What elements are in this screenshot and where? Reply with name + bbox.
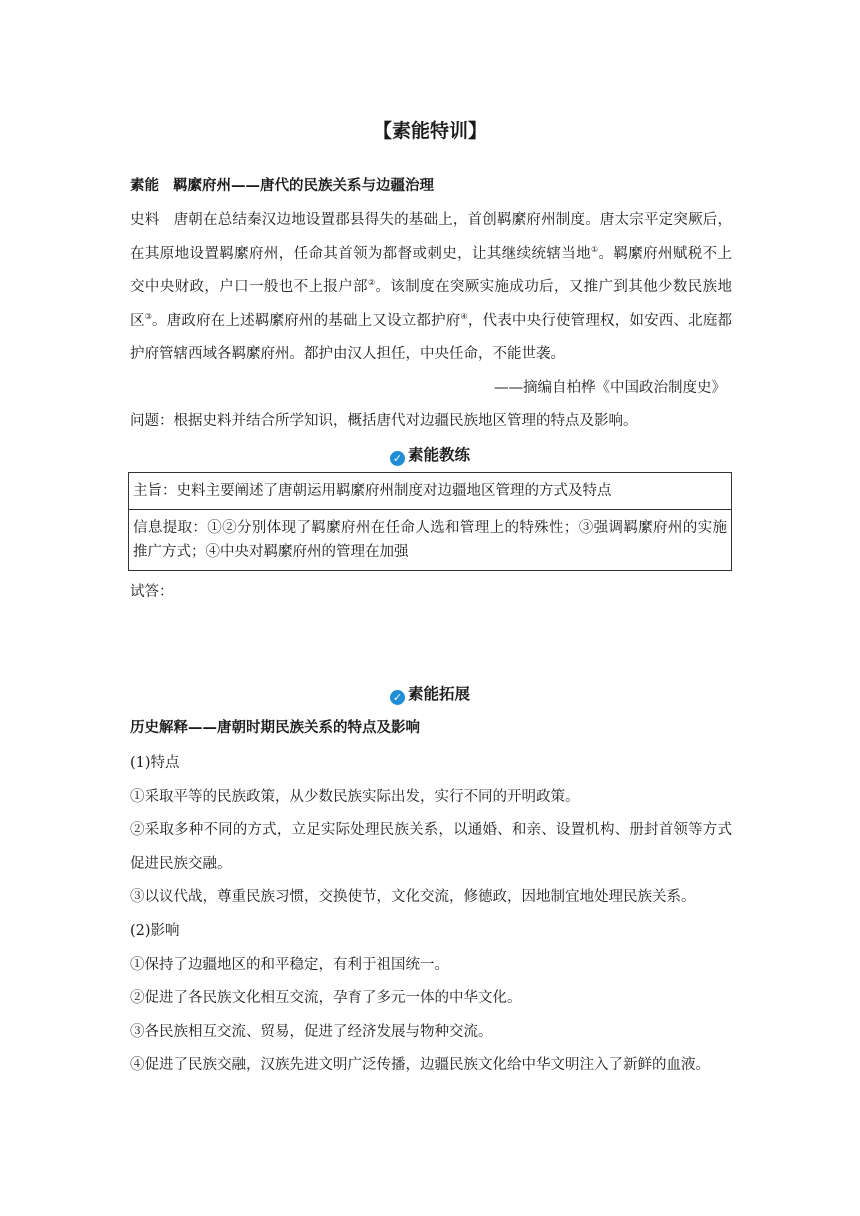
impact-2: ②促进了各民族文化相互交流，孕育了多元一体的中华文化。 — [130, 990, 522, 1006]
source-line-1: 史料 唐朝在总结秦汉边地设置郡县得失的基础上，首创羁縻府州制度。唐太宗平定突厥后， — [130, 212, 733, 228]
feature-2-cont: 促进民族交融。 — [130, 856, 232, 872]
section-title: 羁縻府州——唐代的民族关系与边疆治理 — [173, 178, 434, 194]
question: 问题：根据史料并结合所学知识，概括唐代对边疆民族地区管理的特点及影响。 — [130, 413, 638, 429]
feature-2: ②采取多种不同的方式，立足实际处理民族关系，以通婚、和亲、设置机构、册封首领等方式 — [130, 822, 732, 838]
impact-1: ①保持了边疆地区的和平稳定，有利于祖国统一。 — [130, 957, 449, 973]
main-point-row: 主旨：史料主要阐述了唐朝运用羁縻府州制度对边疆地区管理的方式及特点 — [133, 483, 612, 499]
section-label: 素能 — [130, 178, 159, 194]
source-line-5: 护府管辖西域各羁縻府州。都护由汉人担任，中央任命，不能世袭。 — [130, 346, 565, 362]
source-line-2: 在其原地设置羁縻府州，任命其首领为都督或刺史，让其继续统辖当地①。羁縻府州赋税不上 — [130, 245, 733, 262]
feature-1: ①采取平等的民族政策，从少数民族实际出发，实行不同的开明政策。 — [130, 789, 580, 805]
check-circle-icon: ✓ — [390, 690, 405, 705]
footnote-mark-4: ④ — [460, 312, 468, 322]
features-label: (1)特点 — [130, 755, 180, 771]
page-title: 【素能特训】 — [372, 120, 487, 142]
analysis-box — [128, 472, 732, 571]
training-heading: ✓ 素能教练 — [0, 445, 860, 466]
impact-4: ④促进了民族交融，汉族先进文明广泛传播，边疆民族文化给中华文明注入了新鲜的血液。 — [130, 1057, 710, 1073]
source-line-4: 区③。唐政府在上述羁縻府州的基础上又设立都护府④，代表中央行使管理权，如安西、北庭都 — [130, 312, 733, 329]
expansion-heading: ✓ 素能拓展 — [0, 684, 860, 705]
footnote-mark-2: ② — [367, 278, 376, 288]
impact-3: ③各民族相互交流、贸易，促进了经济发展与物种交流。 — [130, 1024, 493, 1040]
info-row: 信息提取：①②分别体现了羁縻府州在任命人选和管理上的特殊性；③强调羁縻府州的实施 推广方式；④中央对羁縻府州的管理在加强 — [129, 509, 731, 570]
answer-label: 试答： — [130, 584, 174, 600]
impact-label: (2)影响 — [130, 923, 180, 939]
check-circle-icon: ✓ — [390, 451, 405, 466]
section-heading — [130, 176, 732, 196]
footnote-mark-3: ③ — [144, 312, 153, 322]
footnote-mark-1: ① — [591, 245, 599, 255]
source-line-3: 交中央财政，户口一般也不上报户部②。该制度在突厥实施成功后，又推广到其他少数民族地 — [130, 278, 733, 295]
expansion-subheading: 历史解释——唐朝时期民族关系的特点及影响 — [130, 720, 420, 736]
source-label: 史料 — [130, 212, 160, 228]
feature-3: ③以议代战，尊重民族习惯，交换使节，文化交流，修德政，因地制宜地处理民族关系。 — [130, 889, 696, 905]
citation: ——摘编自柏桦《中国政治制度史》 — [494, 380, 726, 396]
